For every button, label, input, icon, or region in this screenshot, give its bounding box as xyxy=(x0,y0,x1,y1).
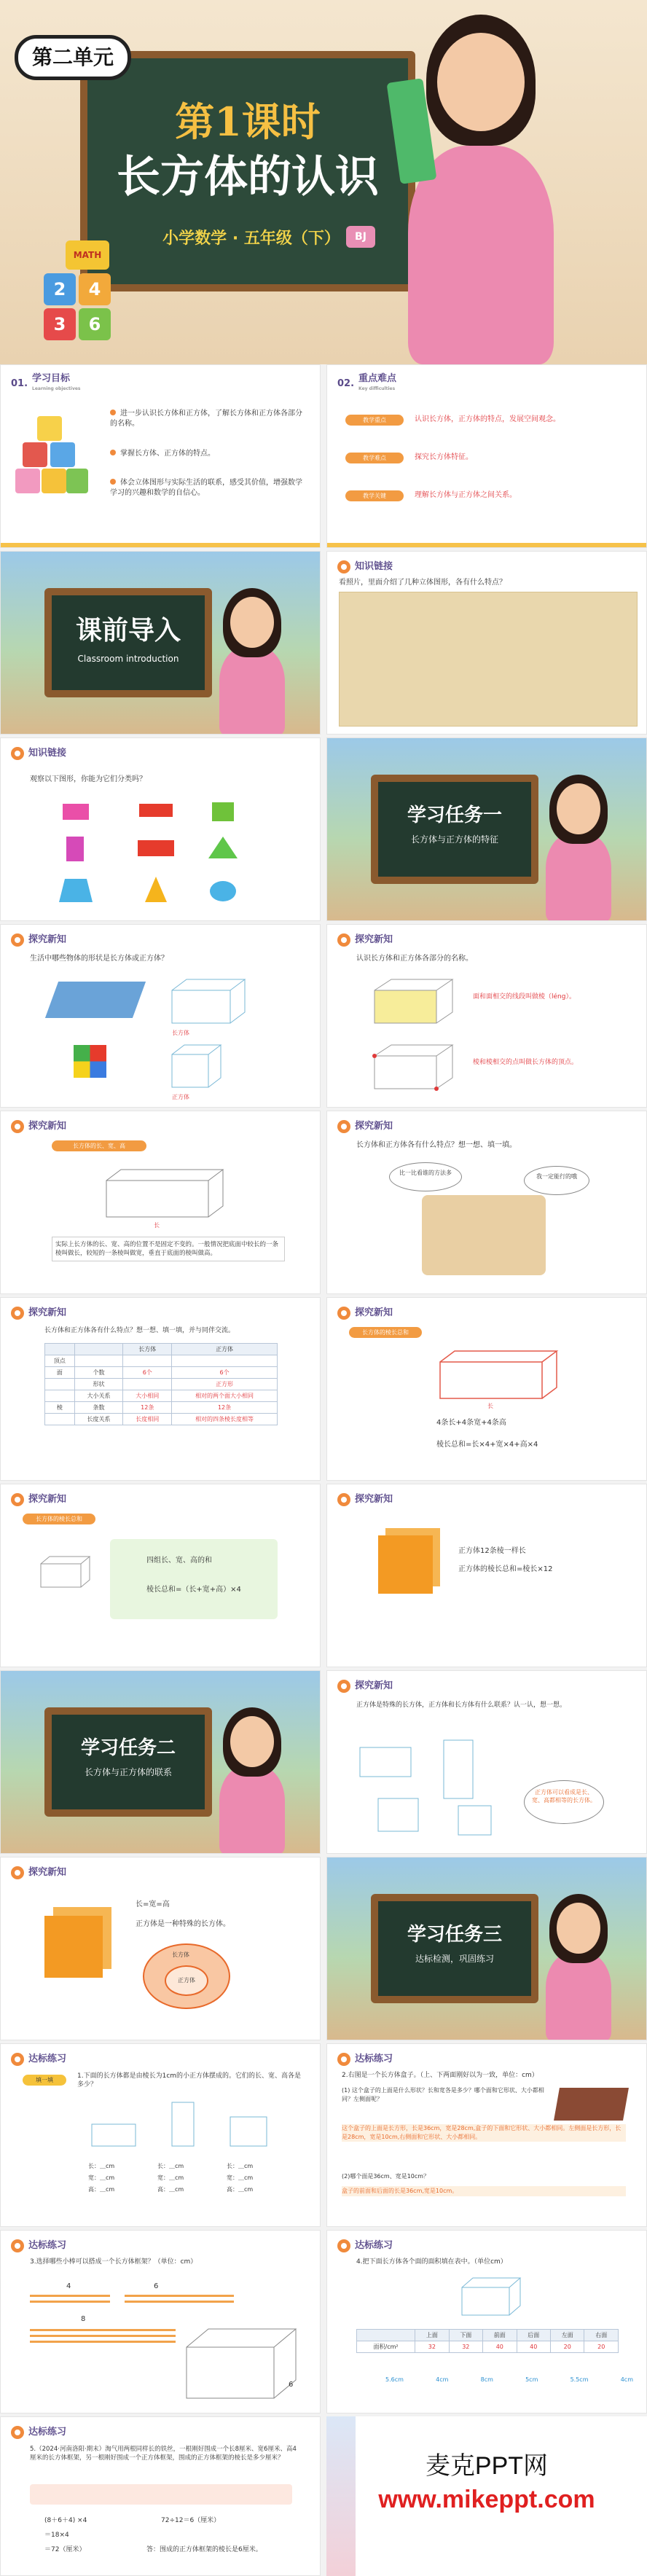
question-text: 生活中哪些物体的形状是长方体或正方体？ xyxy=(30,955,168,963)
slide-header xyxy=(337,1120,393,1133)
cuboid-small-drawing xyxy=(37,1554,92,1590)
cuboid-lwh-drawing xyxy=(103,1166,227,1224)
header-title: 探究新知 xyxy=(28,1121,67,1132)
intro-girl-dress xyxy=(219,646,285,735)
slide-header xyxy=(11,933,66,947)
task3-chalkboard xyxy=(371,1894,538,2003)
header-title: 知识链接 xyxy=(355,561,393,572)
slide-practice-2 xyxy=(326,2043,647,2227)
lwh-note: 实际上长方体的长、宽、高的位置不是固定不变的。一般情况把底面中较长的一条棱叫做长，较短的一条棱叫做宽，垂直于底面的棱叫做高。 xyxy=(52,1237,285,1261)
rubiks-cube-image xyxy=(74,1045,106,1078)
slide-header xyxy=(337,374,396,394)
slide-classify-shapes xyxy=(0,737,321,921)
fill-set-1: 长：＿cm 宽：＿cm 高：＿cm xyxy=(88,2163,115,2193)
edge-label-length: 长 xyxy=(154,1222,160,1229)
cover-title: 长方体的认识 xyxy=(117,152,379,203)
slide-special-cuboid xyxy=(0,1857,321,2040)
cube-line-1: 正方体12条棱一样长 xyxy=(458,1547,526,1555)
toy-blocks xyxy=(15,416,88,518)
slide-edge-sum-1 xyxy=(326,1297,647,1481)
slide-header xyxy=(11,1120,66,1133)
task1-girl-dress xyxy=(546,833,611,921)
header-number: 01. xyxy=(11,378,28,389)
question-text: 5.（2024·河南洛阳·期末）淘气用两根同样长的铁丝，一根刚好围成一个长8厘米、宽6厘米、高4厘米的长方体框架，另一根刚好围成一个正方体框架，围成的正方体框架的棱长是多少厘米？ xyxy=(30,2446,297,2462)
intro-girl-face xyxy=(230,597,274,648)
question-text: 认识长方体和正方体各部分的名称。 xyxy=(356,955,473,963)
question-text: 长方体和正方体各有什么特点？想一想、填一填。 xyxy=(356,1141,517,1149)
header-title: 达标练习 xyxy=(355,2240,393,2251)
slide-header xyxy=(337,1680,393,1693)
slide-accent-bar xyxy=(1,543,320,547)
question-text: 3.选择哪些小棒可以搭成一个长方体框架？（单位：cm） xyxy=(30,2258,197,2266)
stick-label-8: 8 xyxy=(81,2315,86,2323)
task3-subtitle: 达标检测，巩固练习 xyxy=(415,1954,494,1964)
header-title: 达标练习 xyxy=(28,2054,67,2064)
work-line-2: ＝18×4 xyxy=(44,2532,69,2539)
stick-label-6b: 6 xyxy=(289,2381,294,2389)
key-text-2: 探究长方体特征。 xyxy=(415,453,473,461)
objective-3: 体会立体图形与实际生活的联系，感受其价值，增强数学学习的兴趣和数学的自信心。 xyxy=(110,479,302,497)
slide-practice-5 xyxy=(0,2416,321,2576)
header-title: 探究新知 xyxy=(28,1867,67,1878)
slide-part-names xyxy=(326,924,647,1108)
header-title: 达标练习 xyxy=(28,2427,67,2438)
features-table: 长方体 正方体 顶点 面 个数 6个 6个 形状 正方形 大小关系 大小相同 相对的两个面大小相同 棱 条数 12条 12条 长度关系 长度相同 相对的四条棱长度相等 xyxy=(44,1343,278,1425)
label-cube: 正方体 xyxy=(172,1094,189,1100)
edge-label-length: 长 xyxy=(487,1403,493,1409)
subquestion-1: (1) 这个盒子的上面是什么形状？长和宽各是多少？哪个面和它形状、大小都相同？左侧面呢？ xyxy=(342,2087,544,2102)
slide-cube-edge-sum xyxy=(326,1484,647,1667)
task1-subtitle: 长方体与正方体的特征 xyxy=(410,834,498,845)
cover-slide xyxy=(0,0,647,364)
orange-cube xyxy=(378,1535,433,1594)
slide-task-1 xyxy=(326,737,647,921)
question-text: 2.右图是一个长方体盒子。（上、下两面刚好以为一致，单位：cm） xyxy=(342,2072,538,2079)
box-image xyxy=(554,2088,629,2121)
slide-classroom-intro xyxy=(0,551,321,735)
special-line: 正方体是一种特殊的长方体。 xyxy=(136,1920,230,1928)
cube-line-2: 正方体的棱长总和=棱长×12 xyxy=(458,1565,553,1573)
task1-chalkboard xyxy=(371,775,538,884)
answer-line: 答：围成的正方体框架的棱长是6厘米。 xyxy=(146,2546,262,2553)
header-title: 探究新知 xyxy=(28,1494,67,1505)
edge-sum-line-2: 棱长总和=（长+宽+高）×4 xyxy=(146,1586,241,1594)
task2-chalkboard xyxy=(44,1707,212,1817)
stick-6 xyxy=(125,2295,234,2297)
cover-block-1: 2 xyxy=(44,273,76,305)
slide-real-objects xyxy=(0,924,321,1108)
brand-url: www.mikeppt.com xyxy=(378,2486,595,2513)
slide-key-points xyxy=(326,364,647,548)
header-title: 探究新知 xyxy=(355,1494,393,1505)
slide-practice-1 xyxy=(0,2043,321,2227)
header-title: 探究新知 xyxy=(355,1307,393,1318)
mattress-image xyxy=(45,982,146,1018)
slide-length-width-height xyxy=(0,1111,321,1294)
slide-edge-sum-2 xyxy=(0,1484,321,1667)
slide-header xyxy=(337,2239,393,2252)
slide-header xyxy=(337,933,393,947)
speech-bubble-left: 比一比看谁的方法多 xyxy=(389,1162,462,1191)
vertex-definition: 棱和棱相交的点叫做长方体的顶点。 xyxy=(473,1059,579,1066)
edge-definition: 面和面相交的线段叫做棱（léng）。 xyxy=(473,993,576,1001)
formula-box xyxy=(110,1539,278,1619)
fill-set-3: 长：＿cm 宽：＿cm 高：＿cm xyxy=(227,2163,254,2193)
slide-task-2 xyxy=(0,1670,321,1854)
stick-6b xyxy=(125,2301,234,2303)
cube-stacks-drawing xyxy=(88,2099,292,2157)
header-title: 达标练习 xyxy=(28,2240,67,2251)
students-table-image xyxy=(422,1195,546,1275)
stick-8 xyxy=(30,2329,176,2331)
task2-subtitle: 长方体与正方体的联系 xyxy=(84,1767,172,1777)
slide-header xyxy=(11,2239,66,2252)
slide-header xyxy=(11,1493,66,1506)
header-title: 探究新知 xyxy=(355,934,393,945)
slide-header xyxy=(337,1493,393,1506)
speech-bubble-right: 我一定能行的哦 xyxy=(524,1166,589,1195)
slide-header xyxy=(11,2053,66,2066)
task1-girl-face xyxy=(557,783,600,834)
slide-practice-3 xyxy=(0,2230,321,2413)
topic-tag: 长方体的长、宽、高 xyxy=(52,1140,146,1151)
cover-block-2: 4 xyxy=(79,273,111,305)
cover-block-3: 3 xyxy=(44,308,76,340)
cover-block-4: 6 xyxy=(79,308,111,340)
shape-set xyxy=(44,800,263,909)
cover-lesson: 第1课时 xyxy=(175,98,321,145)
venn-inner: 正方体 xyxy=(165,1965,208,1996)
stick-4b xyxy=(30,2301,110,2303)
question-text: 4.把下面长方体各个面的面积填在表中。（单位cm） xyxy=(356,2258,507,2266)
slide-features-table xyxy=(0,1297,321,1481)
slide-header xyxy=(337,1307,393,1320)
stick-label-6a: 6 xyxy=(154,2282,159,2290)
slide-header xyxy=(337,2053,393,2066)
task3-girl-face xyxy=(557,1903,600,1954)
topic-tag: 填一填 xyxy=(23,2075,66,2086)
label-cuboid: 长方体 xyxy=(172,1030,189,1036)
key-text-1: 认识长方体，正方体的特点，发展空间观念。 xyxy=(415,415,560,423)
cover-unit-badge: 第二单元 xyxy=(15,35,131,80)
subquestion-2: (2)哪个面是36cm、宽是10cm？ xyxy=(342,2173,430,2180)
task3-title: 学习任务三 xyxy=(407,1924,502,1946)
cuboid-series-drawing xyxy=(356,1729,531,1839)
slide-header xyxy=(11,747,66,760)
header-title: 探究新知 xyxy=(28,934,67,945)
explanation-bubble: 正方体可以看成是长、宽、高都相等的长方体。 xyxy=(524,1780,604,1824)
cube-drawing xyxy=(168,1041,227,1092)
slide-header xyxy=(11,1866,66,1879)
topic-tag: 长方体的棱长总和 xyxy=(349,1327,422,1338)
key-tag-3: 教学关键 xyxy=(345,490,404,501)
edge-sum-line-1: 四组长、宽、高的和 xyxy=(146,1557,212,1565)
intro-subtitle: Classroom introduction xyxy=(77,654,179,664)
task2-title: 学习任务二 xyxy=(80,1737,176,1759)
work-line-3: ＝72（厘米） xyxy=(44,2546,86,2553)
slide-objectives xyxy=(0,364,321,548)
photo-placeholder xyxy=(339,592,638,727)
question-text: 看照片，里面介绍了几种立体图形，各有什么特点？ xyxy=(339,579,506,587)
header-title: 探究新知 xyxy=(355,1680,393,1691)
stick-8b xyxy=(30,2335,176,2337)
cover-math-block: MATH xyxy=(66,240,109,270)
intro-title: 课前导入 xyxy=(75,615,181,646)
question-text: 正方体是特殊的长方体，正方体和长方体有什么联系？认一认，想一想。 xyxy=(356,1702,567,1709)
cover-bj-badge: BJ xyxy=(346,226,375,248)
header-title: 学习目标 Learning objectives xyxy=(32,373,81,391)
brand-name: 麦克PPT网 xyxy=(425,2452,549,2480)
key-tag-1: 教学重点 xyxy=(345,415,404,426)
work-line-1: (8＋6＋4) ×4 xyxy=(44,2517,87,2524)
area-table: 上面 下面 前面 后面 左面 右面 面积/cm² 32 32 40 40 20 20 xyxy=(356,2329,619,2353)
brand-panel xyxy=(326,2416,647,2576)
slide-header xyxy=(337,560,393,573)
header-title: 达标练习 xyxy=(355,2054,393,2064)
slide-practice-4 xyxy=(326,2230,647,2413)
edge-sum-line-2: 棱长总和=长×4+宽×4+高×4 xyxy=(436,1441,538,1449)
header-title: 探究新知 xyxy=(355,1121,393,1132)
slide-accent-bar xyxy=(327,543,646,547)
work-line-4: 72÷12＝6（厘米） xyxy=(161,2517,221,2524)
header-title: 知识链接 xyxy=(28,748,67,759)
header-title: 重点难点 Key difficulties xyxy=(358,373,397,391)
answer-1: 这个盒子的上面是长方形，长是36cm，宽是28cm,盒子的下面和它形状、大小都相同。左侧面是长方形，长是28cm，宽是10cm,右侧面和它形状、大小都相同。 xyxy=(342,2124,626,2142)
edge-sum-line-1: 4条长+4条宽+4条高 xyxy=(436,1419,506,1427)
dims-row: 5.6cm 4cm 8cm 5cm 5.5cm 4cm xyxy=(385,2376,633,2383)
slide-header xyxy=(11,1307,66,1320)
venn-outer-label: 长方体 xyxy=(172,1951,189,1958)
frame-drawing xyxy=(183,2325,299,2405)
header-number: 02. xyxy=(337,378,355,389)
question-text: 观察以下图形，你能为它们分类吗？ xyxy=(30,775,146,783)
slide-header xyxy=(11,2426,66,2439)
slide-relationship xyxy=(326,1670,647,1854)
cuboid-red-drawing xyxy=(436,1347,560,1402)
topic-tag: 长方体的棱长总和 xyxy=(23,1514,95,1524)
answer-2: 盒子的前面和后面的长是36cm,宽是10cm。 xyxy=(342,2186,626,2196)
fill-set-2: 长：＿cm 宽：＿cm 高：＿cm xyxy=(157,2163,184,2193)
slide-group-discussion xyxy=(326,1111,647,1294)
cuboid-table-drawing xyxy=(458,2274,524,2318)
stick-4 xyxy=(30,2295,110,2297)
cover-subtitle: 小学数学 · 五年级（下） xyxy=(162,230,340,248)
stick-label-4: 4 xyxy=(66,2282,71,2290)
equal-line: 长=宽=高 xyxy=(136,1900,170,1908)
key-text-3: 理解长方体与正方体之间关系。 xyxy=(415,491,517,499)
orange-cube xyxy=(44,1916,103,1978)
slide-knowledge-photo xyxy=(326,551,647,735)
cuboid-drawing xyxy=(168,976,248,1027)
question-text: 1.下面的长方体都是由棱长为1cm的小正方体摆成的。它们的长、宽、高各是多少？ xyxy=(77,2072,302,2088)
key-tag-2: 教学难点 xyxy=(345,453,404,463)
cuboid-face-drawing xyxy=(371,976,458,1027)
objective-2: 掌握长方体、正方体的特点。 xyxy=(110,449,307,459)
task2-girl-dress xyxy=(219,1766,285,1854)
slide-header xyxy=(11,374,81,394)
cover-girl-face xyxy=(437,33,525,131)
question-text: 长方体和正方体各有什么特点？想一想、填一填，并与同伴交流。 xyxy=(44,1327,235,1334)
task3-girl-dress xyxy=(546,1952,611,2040)
hint-box xyxy=(30,2484,292,2505)
task2-girl-face xyxy=(230,1716,274,1767)
header-title: 探究新知 xyxy=(28,1307,67,1318)
cuboid-vertex-drawing xyxy=(371,1041,458,1092)
stick-8c xyxy=(30,2341,176,2343)
slide-task-3 xyxy=(326,1857,647,2040)
task1-title: 学习任务一 xyxy=(407,804,502,826)
objective-1: 进一步认识长方体和正方体，了解长方体和正方体各部分的名称。 xyxy=(110,410,302,428)
